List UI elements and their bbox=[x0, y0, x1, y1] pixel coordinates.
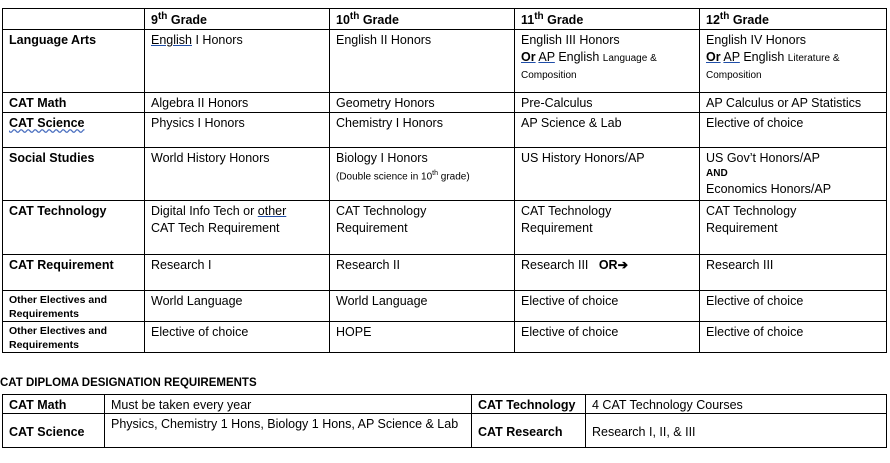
course-text: Research III bbox=[521, 258, 589, 273]
note-text: (Double science in 10 bbox=[336, 171, 433, 183]
cell-11-req bbox=[515, 255, 700, 291]
cell-12-language bbox=[700, 30, 887, 93]
grade-number: 12 bbox=[706, 13, 720, 28]
cell-11-social: US History Honors/AP bbox=[515, 148, 700, 201]
grade-10-header bbox=[330, 9, 515, 30]
diploma-row-1 bbox=[3, 395, 887, 414]
ap-word: AP bbox=[538, 50, 555, 65]
grade-number: 9 bbox=[151, 13, 158, 28]
diploma-key-math: CAT Math bbox=[3, 395, 105, 414]
course-detail: Literature & Composition bbox=[706, 53, 840, 82]
grade-9-header bbox=[145, 9, 330, 30]
other-electives-row-1 bbox=[3, 291, 887, 322]
or-word: OR bbox=[598, 258, 618, 273]
subject-text: CAT Science bbox=[9, 116, 85, 131]
course-text: English bbox=[739, 50, 788, 65]
cell-9-tech bbox=[145, 201, 330, 255]
diploma-val-science: Physics, Chemistry 1 Hons, Biology 1 Hons, AP Science & Lab bbox=[105, 414, 472, 448]
grade-suffix: th bbox=[157, 11, 168, 22]
diploma-requirements-table bbox=[2, 394, 887, 448]
course-line: Requirement bbox=[336, 221, 408, 236]
subject-cat-technology: CAT Technology bbox=[3, 201, 145, 255]
diploma-key-research: CAT Research bbox=[472, 414, 586, 448]
course-line: Economics Honors/AP bbox=[706, 182, 832, 197]
english-word: English bbox=[151, 33, 192, 48]
grade-number: 11 bbox=[521, 13, 535, 28]
other-electives-row-2 bbox=[3, 322, 887, 353]
cell-11-language bbox=[515, 30, 700, 93]
subject-cat-math: CAT Math bbox=[3, 93, 145, 113]
course-text: Digital Info Tech or bbox=[151, 204, 258, 219]
cell-10-other1: World Language bbox=[330, 291, 515, 322]
cell-12-science: Elective of choice bbox=[700, 113, 887, 148]
course-text: I Honors bbox=[192, 33, 243, 48]
note-text: grade) bbox=[438, 171, 470, 183]
course-line: US Gov’t Honors/AP bbox=[706, 151, 820, 166]
cell-11-other2: Elective of choice bbox=[515, 322, 700, 353]
grade-word: Grade bbox=[543, 13, 584, 28]
arrow-right-icon: ➔ bbox=[617, 258, 629, 273]
diploma-key-tech: CAT Technology bbox=[472, 395, 586, 414]
cat-science-row bbox=[3, 113, 887, 148]
course-line: CAT Technology bbox=[336, 204, 427, 219]
cell-11-math: Pre-Calculus bbox=[515, 93, 700, 113]
or-word: Or bbox=[521, 50, 536, 65]
grade-suffix: th bbox=[349, 11, 360, 22]
diploma-key-science: CAT Science bbox=[3, 414, 105, 448]
cat-math-row bbox=[3, 93, 887, 113]
cell-10-req: Research II bbox=[330, 255, 515, 291]
note-suffix: th bbox=[432, 170, 439, 178]
other-word: other bbox=[257, 204, 287, 219]
cell-10-tech bbox=[330, 201, 515, 255]
social-studies-row bbox=[3, 148, 887, 201]
course-plan-table bbox=[2, 8, 887, 353]
diploma-row-2 bbox=[3, 414, 887, 448]
diploma-val-tech: 4 CAT Technology Courses bbox=[586, 395, 887, 414]
grade-number: 10 bbox=[336, 13, 350, 28]
course-line: English III Honors bbox=[521, 33, 620, 48]
cell-12-social bbox=[700, 148, 887, 201]
subject-social-studies: Social Studies bbox=[3, 148, 145, 201]
cell-11-tech bbox=[515, 201, 700, 255]
diploma-val-research: Research I, II, & III bbox=[586, 414, 887, 448]
grade-11-header bbox=[515, 9, 700, 30]
cell-11-science: AP Science & Lab bbox=[515, 113, 700, 148]
grade-suffix: th bbox=[719, 11, 730, 22]
course-line: CAT Technology bbox=[521, 204, 612, 219]
cell-9-language bbox=[145, 30, 330, 93]
cell-11-other1: Elective of choice bbox=[515, 291, 700, 322]
or-word: Or bbox=[706, 50, 721, 65]
cell-10-math: Geometry Honors bbox=[330, 93, 515, 113]
language-arts-row bbox=[3, 30, 887, 93]
grade-word: Grade bbox=[359, 13, 399, 28]
cell-9-science: Physics I Honors bbox=[145, 113, 330, 148]
cell-9-other2: Elective of choice bbox=[145, 322, 330, 353]
diploma-section-title: CAT DIPLOMA DESIGNATION REQUIREMENTS bbox=[0, 377, 257, 389]
subject-cat-requirement: CAT Requirement bbox=[3, 255, 145, 291]
course-line: Requirement bbox=[706, 221, 778, 236]
cell-10-social bbox=[330, 148, 515, 201]
subject-other-electives: Other Electives and Requirements bbox=[3, 322, 145, 353]
cell-12-tech bbox=[700, 201, 887, 255]
course-note bbox=[336, 167, 508, 184]
and-word: AND bbox=[706, 168, 728, 180]
cell-9-math: Algebra II Honors bbox=[145, 93, 330, 113]
cell-12-other2: Elective of choice bbox=[700, 322, 887, 353]
diploma-val-math: Must be taken every year bbox=[105, 395, 472, 414]
course-detail: Language & Composition bbox=[521, 53, 657, 82]
cat-requirement-row bbox=[3, 255, 887, 291]
subject-language-arts: Language Arts bbox=[3, 30, 145, 93]
ap-word: AP bbox=[723, 50, 740, 65]
course-line: English IV Honors bbox=[706, 33, 807, 48]
subject-cat-science bbox=[3, 113, 145, 148]
course-line: CAT Technology bbox=[706, 204, 797, 219]
cell-10-other2: HOPE bbox=[330, 322, 515, 353]
cell-12-other1: Elective of choice bbox=[700, 291, 887, 322]
course-text: English bbox=[554, 50, 603, 65]
cell-9-other1: World Language bbox=[145, 291, 330, 322]
grade-header-row bbox=[3, 9, 887, 30]
cat-technology-row bbox=[3, 201, 887, 255]
course-line: Biology I Honors bbox=[336, 151, 428, 166]
subject-other-electives: Other Electives and Requirements bbox=[3, 291, 145, 322]
cell-10-language: English II Honors bbox=[330, 30, 515, 93]
cell-12-req: Research III bbox=[700, 255, 887, 291]
course-line: CAT Tech Requirement bbox=[151, 221, 280, 236]
grade-word: Grade bbox=[729, 13, 769, 28]
grade-word: Grade bbox=[167, 13, 208, 28]
grade-suffix: th bbox=[534, 11, 544, 22]
header-blank-cell bbox=[3, 9, 145, 30]
cell-12-math: AP Calculus or AP Statistics bbox=[700, 93, 887, 113]
cell-9-social: World History Honors bbox=[145, 148, 330, 201]
cell-10-science: Chemistry I Honors bbox=[330, 113, 515, 148]
cell-9-req: Research I bbox=[145, 255, 330, 291]
course-line: Requirement bbox=[521, 221, 593, 236]
grade-12-header bbox=[700, 9, 887, 30]
